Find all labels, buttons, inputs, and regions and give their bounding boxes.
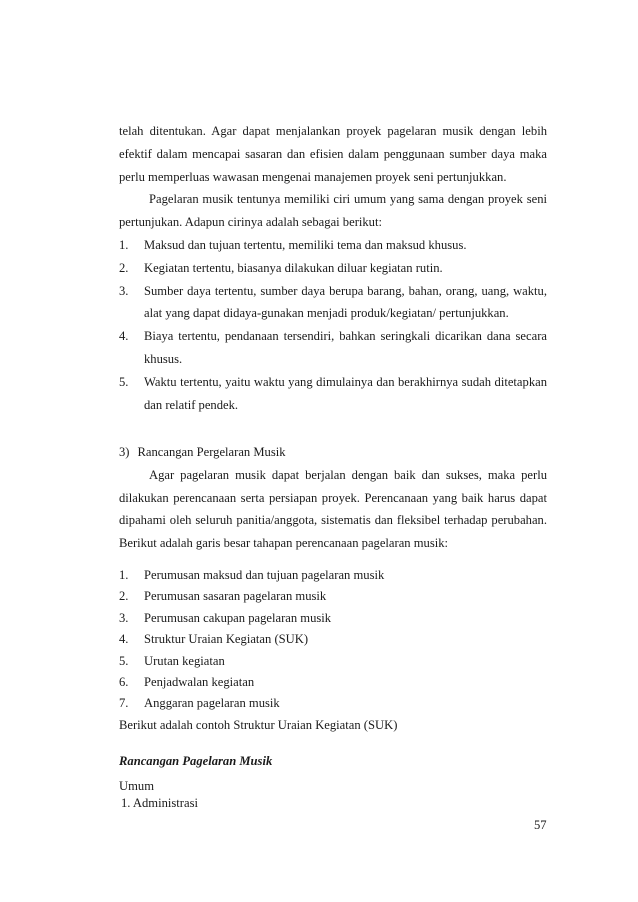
tahapan-item-text: Urutan kegiatan [144, 653, 225, 668]
ciri-item-2 [119, 257, 547, 280]
tahapan-item-5 [119, 651, 547, 672]
ciri-item-text: Maksud dan tujuan tertentu, memiliki tema dan maksud khusus. [144, 237, 467, 252]
section-3 [119, 441, 547, 463]
tahapan-item-number: 6. [119, 675, 129, 690]
ciri-item-number: 2. [119, 260, 129, 275]
rancangan-title: Rancangan Pagelaran Musik [119, 754, 273, 768]
ciri-item-3 [119, 280, 547, 326]
suk-intro: Berikut adalah contoh Struktur Uraian Kegiatan (SUK) [119, 717, 398, 732]
ciri-item-1 [119, 234, 547, 257]
tahapan-item-text: Struktur Uraian Kegiatan (SUK) [144, 632, 309, 647]
page-number: 57 [534, 818, 547, 832]
paragraph-3: Agar pagelaran musik dapat berjalan dengan baik dan sukses, maka perlu dilakukan perencanaan serta persiapan proyek. Perencanaan yang baik harus dapat dipahami oleh seluruh panitia/anggota, sistematis dan fleksibel terhadap perubahan. Berikut adalah garis besar tahapan perencanaan pagelaran musik: [119, 468, 547, 550]
tahapan-item-number: 7. [119, 696, 129, 711]
tahapan-item-text: Perumusan cakupan pagelaran musik [144, 610, 332, 625]
tahapan-item-text: Penjadwalan kegiatan [144, 675, 255, 690]
section-title: Rancangan Pergelaran Musik [137, 445, 286, 459]
umum-label: Umum [119, 779, 154, 793]
tahapan-block [119, 565, 547, 736]
ciri-item-number: 4. [119, 329, 129, 344]
tahapan-item-3 [119, 608, 547, 629]
ciri-item-text: Biaya tertentu, pendanaan tersendiri, bahkan seringkali dicarikan dana secara khusus. [144, 329, 547, 366]
section-heading [119, 441, 547, 463]
tahapan-item-number: 1. [119, 568, 129, 582]
section-number: 3) [119, 445, 130, 459]
tahapan-item-number: 2. [119, 589, 129, 604]
ciri-list [119, 234, 547, 416]
tahapan-item-text: Perumusan maksud dan tujuan pagelaran musik [144, 568, 385, 582]
paragraph-1: telah ditentukan. Agar dapat menjalankan proyek pagelaran musik dengan lebih efektif dalam mencapai sasaran dan efisien dalam penggunaan sumber daya maka perlu memperluas wawasan mengenai manajemen proyek seni pertunjukkan. [119, 124, 547, 184]
tahapan-item-number: 4. [119, 632, 129, 647]
rancangan-block [119, 754, 547, 812]
ciri-item-text: Kegiatan tertentu, biasanya dilakukan diluar kegiatan rutin. [144, 260, 443, 275]
tahapan-item-1 [119, 565, 547, 586]
tahapan-list [119, 565, 547, 715]
tahapan-item-7 [119, 693, 547, 714]
ciri-item-number: 5. [119, 374, 129, 389]
tahapan-item-4 [119, 629, 547, 650]
ciri-item-4 [119, 325, 547, 371]
ciri-item-5 [119, 371, 547, 417]
tahapan-item-number: 5. [119, 653, 129, 668]
tahapan-item-number: 3. [119, 610, 129, 625]
ciri-item-text: Waktu tertentu, yaitu waktu yang dimulainya dan berakhirnya sudah ditetapkan dan relatif pendek. [144, 374, 547, 412]
tahapan-item-text: Perumusan sasaran pagelaran musik [144, 589, 327, 604]
administrasi-item: 1. Administrasi [121, 796, 198, 810]
ciri-item-text: Sumber daya tertentu, sumber daya berupa barang, bahan, orang, uang, waktu, alat yang dapat didaya-gunakan menjadi produk/kegiatan/ pertunjukkan. [144, 283, 547, 321]
ciri-item-number: 1. [119, 237, 129, 252]
ciri-item-number: 3. [119, 283, 129, 298]
section-3-body [119, 464, 547, 554]
paragraph-2: Pagelaran musik tentunya memiliki ciri umum yang sama dengan proyek seni pertunjukan. Adapun cirinya adalah sebagai berikut: [119, 192, 547, 230]
tahapan-item-text: Anggaran pagelaran musik [144, 696, 280, 711]
tahapan-item-6 [119, 672, 547, 693]
body-text-top [119, 120, 547, 416]
tahapan-item-2 [119, 586, 547, 607]
